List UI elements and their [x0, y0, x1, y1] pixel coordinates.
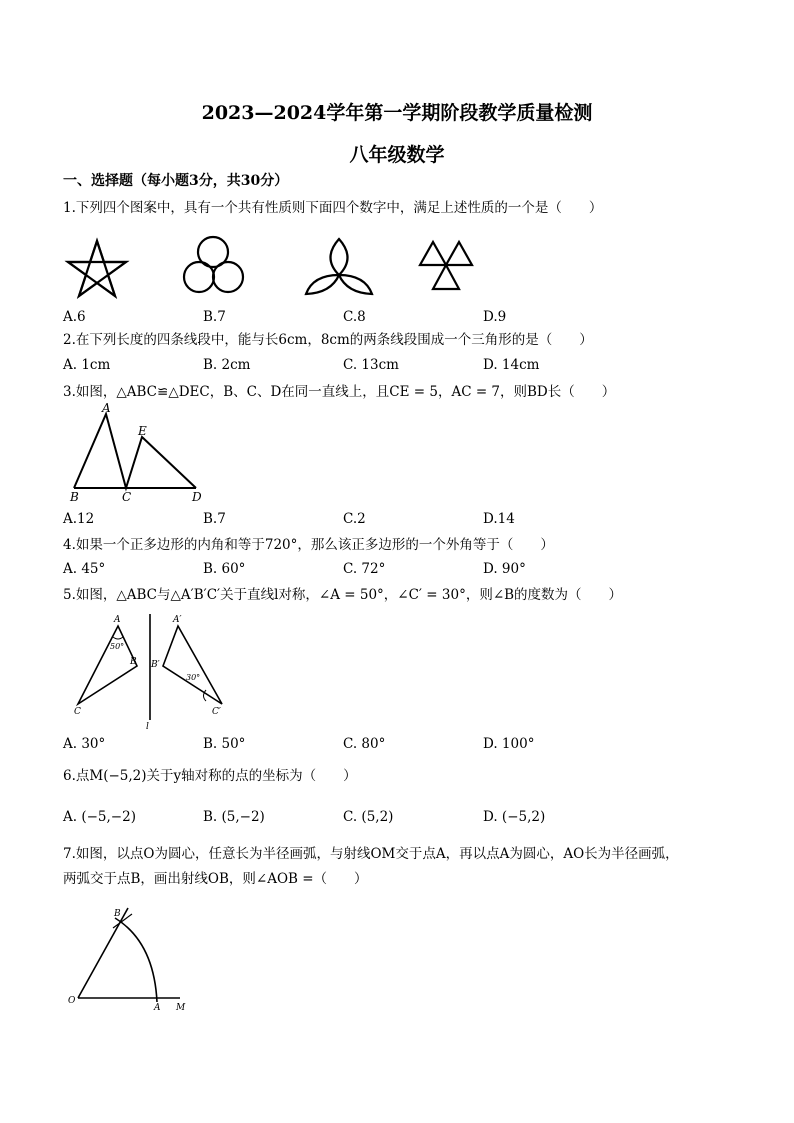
option-b[interactable]: B.7 — [203, 511, 226, 527]
label-a: A — [102, 401, 111, 415]
option-a[interactable]: A.6 — [63, 309, 86, 325]
label-d: D — [192, 490, 202, 504]
question-5-options — [63, 736, 763, 754]
label-a: A — [114, 615, 121, 625]
option-a[interactable]: A. (−5,−2) — [63, 809, 136, 825]
question-7-stem-line-2: 两弧交于点B，画出射线OB，则∠AOB =（ ） — [63, 871, 368, 887]
question-2-options — [63, 357, 763, 375]
page-subtitle: 八年级数学 — [349, 144, 445, 166]
question-6-stem: 6.点M(−5,2)关于y轴对称的点的坐标为（ ） — [63, 768, 357, 784]
option-b[interactable]: B. 50° — [203, 736, 246, 752]
option-d[interactable]: D.9 — [483, 309, 507, 325]
label-e: E — [138, 424, 147, 438]
question-3-stem: 3.如图，△ABC≌△DEC，B、C、D在同一直线上，且CE = 5，AC = 7，则BD长（ ） — [63, 384, 616, 400]
label-line-l: l — [146, 722, 149, 732]
question-2-stem: 2.在下列长度的四条线段中，能与长6cm，8cm的两条线段围成一个三角形的是（ ） — [63, 332, 593, 348]
label-b-prime: B′ — [151, 660, 160, 670]
q3-figure — [60, 400, 220, 505]
option-a[interactable]: A. 45° — [63, 561, 106, 577]
label-angle-a: 50° — [110, 642, 125, 651]
option-c[interactable]: C.2 — [343, 511, 366, 527]
label-b: B — [70, 490, 79, 504]
option-d[interactable]: D. (−5,2) — [483, 809, 546, 825]
label-b: B — [114, 909, 121, 919]
question-4-stem: 4.如果一个正多边形的内角和等于720°，那么该正多边形的一个外角等于（ ） — [63, 537, 554, 553]
question-5-stem: 5.如图，△ABC与△A′B′C′关于直线l对称，∠A = 50°，∠C′ = 30°，则∠B的度数为（ ） — [63, 587, 623, 603]
option-b[interactable]: B. 60° — [203, 561, 246, 577]
option-b[interactable]: B. 2cm — [203, 357, 251, 373]
label-b: B — [130, 657, 137, 667]
label-c: C — [122, 490, 132, 504]
option-b[interactable]: B. (5,−2) — [203, 809, 265, 825]
option-a[interactable]: A.12 — [63, 511, 95, 527]
option-d[interactable]: D. 14cm — [483, 357, 540, 373]
label-m: M — [176, 1003, 186, 1013]
three-triangles-icon — [420, 242, 472, 289]
question-3-options — [63, 511, 763, 529]
question-7-stem-line-1: 7.如图，以点O为圆心，任意长为半径画弧，与射线OM交于点A，再以点A为圆心，AO长为半径画弧， — [63, 846, 679, 862]
q7-figure — [60, 900, 200, 1015]
option-c[interactable]: C. 72° — [343, 561, 386, 577]
q5-figure — [60, 608, 240, 730]
star-outline-icon — [68, 241, 126, 296]
option-c[interactable]: C.8 — [343, 309, 366, 325]
label-c-prime: C′ — [212, 707, 221, 717]
option-a[interactable]: A. 30° — [63, 736, 106, 752]
question-1-options — [63, 309, 763, 327]
section-heading: 一、选择题（每小题3分，共30分） — [63, 173, 289, 189]
label-angle-c-prime: 30° — [186, 673, 201, 682]
option-a[interactable]: A. 1cm — [63, 357, 111, 373]
option-d[interactable]: D. 100° — [483, 736, 535, 752]
option-d[interactable]: D.14 — [483, 511, 515, 527]
option-c[interactable]: C. 80° — [343, 736, 386, 752]
question-1-stem: 1.下列四个图案中，具有一个共有性质则下面四个数字中，满足上述性质的一个是（ ） — [63, 200, 603, 216]
option-b[interactable]: B.7 — [203, 309, 226, 325]
label-a: A — [154, 1003, 161, 1013]
question-4-options — [63, 561, 763, 579]
question-6-options — [63, 809, 763, 827]
option-c[interactable]: C. (5,2) — [343, 809, 394, 825]
page-title: 2023—2024学年第一学期阶段教学质量检测 — [201, 102, 593, 124]
label-a-prime: A′ — [173, 615, 182, 625]
option-c[interactable]: C. 13cm — [343, 357, 399, 373]
label-o: O — [68, 996, 76, 1006]
three-circles-icon — [184, 237, 243, 292]
three-petals-icon — [306, 239, 372, 294]
option-d[interactable]: D. 90° — [483, 561, 526, 577]
label-c: C — [74, 707, 81, 717]
